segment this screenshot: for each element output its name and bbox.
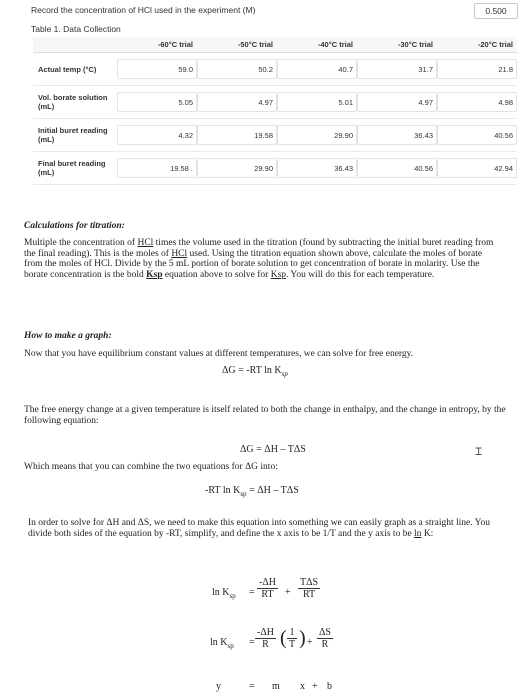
data-cell-input[interactable]: 19.58 . (117, 158, 197, 178)
graph-heading: How to make a graph: (24, 331, 112, 341)
ln-term: ln (414, 528, 422, 539)
column-header: -20°C trial (437, 37, 517, 53)
eq1-subscript: sp (281, 370, 288, 378)
f2-num1: -ΔH (257, 627, 274, 638)
column-header: -40°C trial (277, 37, 357, 53)
data-cell-input[interactable]: 42.94 (437, 158, 517, 178)
f2-num3: ΔS (319, 627, 331, 638)
table-corner-cell (33, 37, 117, 53)
calc-text-4: equation above to solve for (162, 269, 271, 280)
row-label: Final buret reading (mL) (33, 152, 117, 185)
graph-intro: Now that you have equilibrium constant values at different temperatures, we can solve for free energy. (24, 349, 414, 359)
f1-subscript: sp (229, 592, 236, 600)
eq3-subscript: sp (240, 490, 247, 498)
row-label: Initial buret reading (mL) (33, 119, 117, 152)
hcl-concentration-prompt: Record the concentration of HCl used in the experiment (M) (31, 5, 256, 15)
formula3-equals: = (249, 681, 255, 692)
formula1-fraction-enthalpy (257, 577, 278, 600)
eq3-right: = ΔH – TΔS (246, 485, 299, 496)
data-cell-input[interactable]: 36.43 (357, 125, 437, 145)
hcl-term: HCl (137, 238, 154, 248)
data-cell-input[interactable]: 19.58 (197, 125, 277, 145)
formula1-plus: + (285, 587, 291, 598)
formula2-fraction-enthalpy (255, 627, 276, 650)
formula2-fraction-reciprocal-t (287, 627, 297, 650)
equation-combined (205, 485, 299, 498)
order-text: In order to solve for ΔH and ΔS, we need to make this equation into something we can easily graph as a straight line. You divide both sides of the equation by -RT, simplify, and define the x axis to be 1/T and the y axis to be (28, 518, 491, 539)
calculations-paragraph (24, 238, 499, 280)
combine-paragraph: Which means that you can combine the two equations for ΔG into: (24, 462, 278, 472)
calc-text-2: times the volume used in the titration (found by subtracting the initial buret reading from the final reading). This is the moles of (24, 238, 494, 259)
order-end: K: (421, 528, 434, 539)
data-cell-input[interactable]: 59.0 (117, 59, 197, 79)
text-cursor-icon: ⌶ (475, 444, 483, 458)
calc-text-1: Multiple the concentration of (24, 238, 138, 248)
data-cell-input[interactable]: 4.32 (117, 125, 197, 145)
equation-delta-g-ksp (222, 365, 288, 378)
table-row (33, 86, 517, 119)
calc-text-3: used. Using the titration equation shown above, calculate the moles of borate from the moles of HCl. Divide by the 5 mL portion of borate solution to get concentration of borate in molarity. Use the borate concentration is the bold (24, 248, 483, 280)
formula3-m: m (272, 681, 280, 692)
formula2-right-paren: ) (299, 627, 306, 649)
formula2-left-paren: ( (280, 627, 287, 649)
data-cell-input[interactable]: 40.56 (437, 125, 517, 145)
f1-den1: RT (261, 589, 274, 600)
column-header: -30°C trial (357, 37, 437, 53)
data-cell-input[interactable]: 31.7 (357, 59, 437, 79)
ksp-term: Ksp (146, 269, 163, 280)
formula1-fraction-entropy (298, 577, 320, 600)
data-collection-table (33, 37, 517, 185)
data-cell-input[interactable]: 4.98 (437, 92, 517, 112)
f2-subscript: sp (227, 642, 234, 650)
equation-delta-g-enthalpy: ΔG = ΔH – TΔS (240, 444, 306, 455)
eq1-text: ΔG = -RT ln K (222, 365, 282, 376)
formula3-b: b (327, 681, 332, 692)
calculations-heading: Calculations for titration: (24, 221, 125, 231)
data-cell-input[interactable]: 4.97 (197, 92, 277, 112)
formula3-y: y (216, 681, 221, 692)
data-cell-input[interactable]: 29.90 (197, 158, 277, 178)
table-row (33, 53, 517, 86)
row-label: Vol. borate solution (mL) (33, 86, 117, 119)
f1-num1: -ΔH (259, 577, 276, 588)
f1-left: ln K (212, 587, 230, 598)
f2-left: ln K (210, 637, 228, 648)
column-header: -60°C trial (117, 37, 197, 53)
ksp-term: Ksp (270, 269, 287, 280)
formula3-x: x (300, 681, 305, 692)
table-row (33, 119, 517, 152)
formula2-plus: + (307, 637, 313, 648)
formula1-lhs (212, 587, 236, 600)
data-cell-input[interactable]: 21.8 (437, 59, 517, 79)
formula2-lhs (210, 637, 234, 650)
formula2-equals: = (249, 637, 255, 648)
f1-den2: RT (302, 589, 316, 600)
calc-text-5: . You will do this for each temperature. (286, 269, 435, 280)
hcl-term: HCl (171, 248, 188, 259)
formula2-fraction-entropy (317, 627, 333, 650)
f2-den1: R (262, 639, 269, 650)
data-cell-input[interactable]: 40.56 (357, 158, 437, 178)
data-cell-input[interactable]: 50.2 (197, 59, 277, 79)
f2-den3: R (321, 639, 329, 650)
data-cell-input[interactable]: 29.90 (277, 125, 357, 145)
column-header: -50°C trial (197, 37, 277, 53)
f2-num2: 1 (287, 627, 297, 639)
data-cell-input[interactable]: 5.01 (277, 92, 357, 112)
data-cell-input[interactable]: 5.05 (117, 92, 197, 112)
formula1-equals: = (249, 587, 255, 598)
row-label: Actual temp (°C) (33, 53, 117, 86)
data-cell-input[interactable]: 40.7 (277, 59, 357, 79)
order-paragraph (28, 518, 503, 539)
table-row (33, 152, 517, 185)
formula3-plus: + (312, 681, 318, 692)
eq3-left: -RT ln K (205, 485, 241, 496)
f2-den2: T (289, 639, 296, 650)
table-header-row (33, 37, 517, 53)
data-cell-input[interactable]: 4.97 (357, 92, 437, 112)
data-cell-input[interactable]: 36.43 (277, 158, 357, 178)
hcl-concentration-input[interactable]: 0.500 (474, 3, 518, 19)
f1-num2: TΔS (300, 577, 319, 588)
table-caption: Table 1. Data Collection (31, 24, 121, 34)
free-energy-paragraph: The free energy change at a given temperature is itself related to both the change in enthalpy, and the change in entropy, by the following equation: (24, 405, 506, 426)
